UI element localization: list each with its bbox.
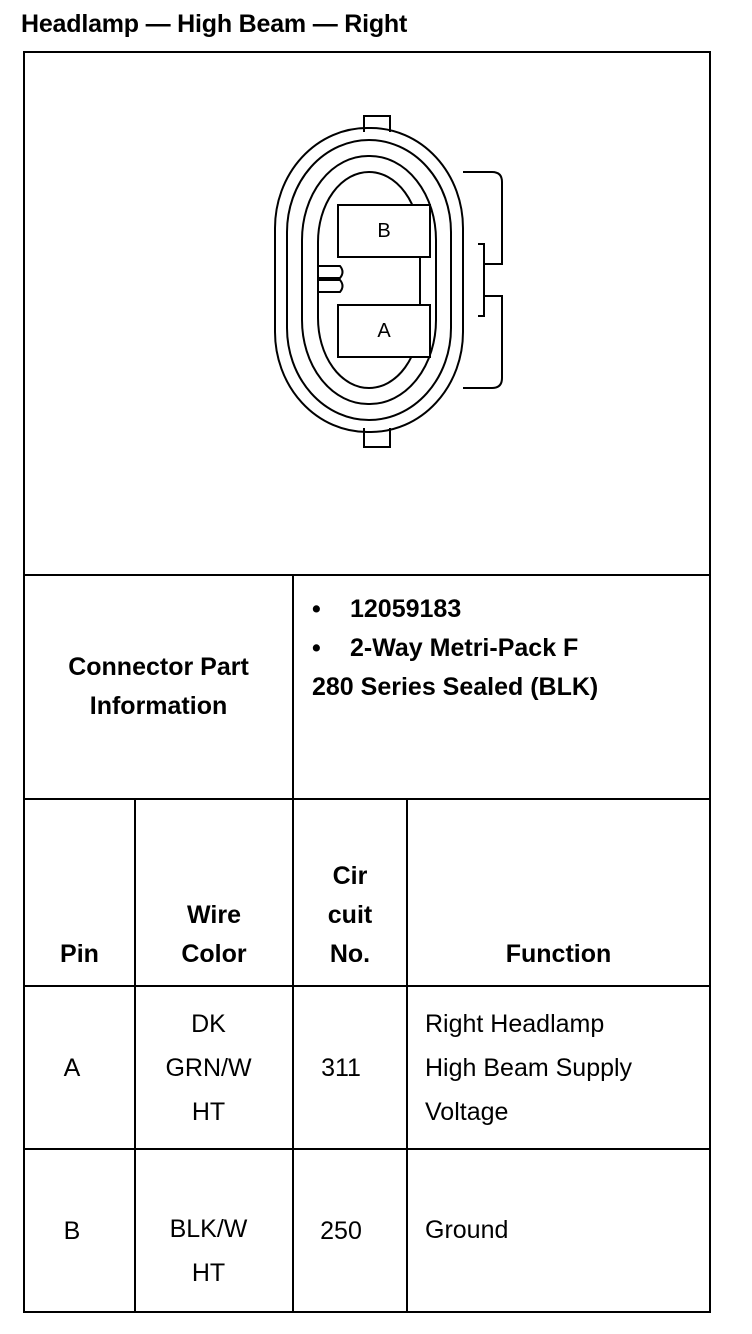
part-info-label-line1: Connector Part [68,653,249,681]
row-a-wire-line2: GRN/W [165,1053,252,1082]
page-title: Headlamp — High Beam — Right [21,10,408,38]
header-wire-line1: Wire [187,901,241,929]
header-pin-label: Pin [60,940,99,968]
row-b-wire-line1: BLK/W [169,1215,248,1243]
row-a-function-line1: Right Headlamp [425,1010,605,1038]
row-a-function [425,1002,632,1134]
header-function-label: Function [505,940,612,968]
part-number: 12059183 [350,595,462,623]
part-description-line1: 2-Way Metri-Pack F [350,634,579,662]
row-b-pin: B [63,1216,81,1245]
row-a-wire-line1: DK [191,1009,226,1038]
row-b-function [425,1208,508,1252]
header-circuit-line2: cuit [327,901,373,929]
header-wire-line2: Color [181,940,247,968]
row-a-function-line2: High Beam Supply [425,1054,633,1082]
row-b-wire-line2: HT [191,1259,226,1287]
row-a-function-line3: Voltage [425,1098,509,1126]
row-b-wire-color [136,1150,281,1311]
bullet-2: • [312,634,321,662]
row-b-circuit: 250 [320,1216,362,1245]
cavity-b-label: B [377,220,391,242]
header-circuit-line3: No. [329,940,371,968]
border-bottom [23,1311,711,1313]
part-info-details [312,590,598,707]
header-circuit [294,800,406,974]
header-pin [25,800,134,974]
part-description-line2: 280 Series Sealed (BLK) [312,673,599,701]
header-function [408,800,709,974]
connector-diagram [0,0,752,580]
cavity-a-label: A [377,320,391,342]
part-info-label-line2: Information [89,692,228,720]
part-info-label [25,576,292,798]
bullet-1: • [312,595,321,623]
row-b-function-line1: Ground [425,1216,509,1244]
header-circuit-line1: Cir [332,862,368,890]
row-a-wire-line3: HT [191,1097,226,1126]
row-a-wire-color [136,987,281,1148]
divider-info-col [292,574,294,800]
header-wire-color [136,800,292,974]
row-a-pin: A [63,1053,81,1082]
row-a-circuit: 311 [321,1053,361,1082]
